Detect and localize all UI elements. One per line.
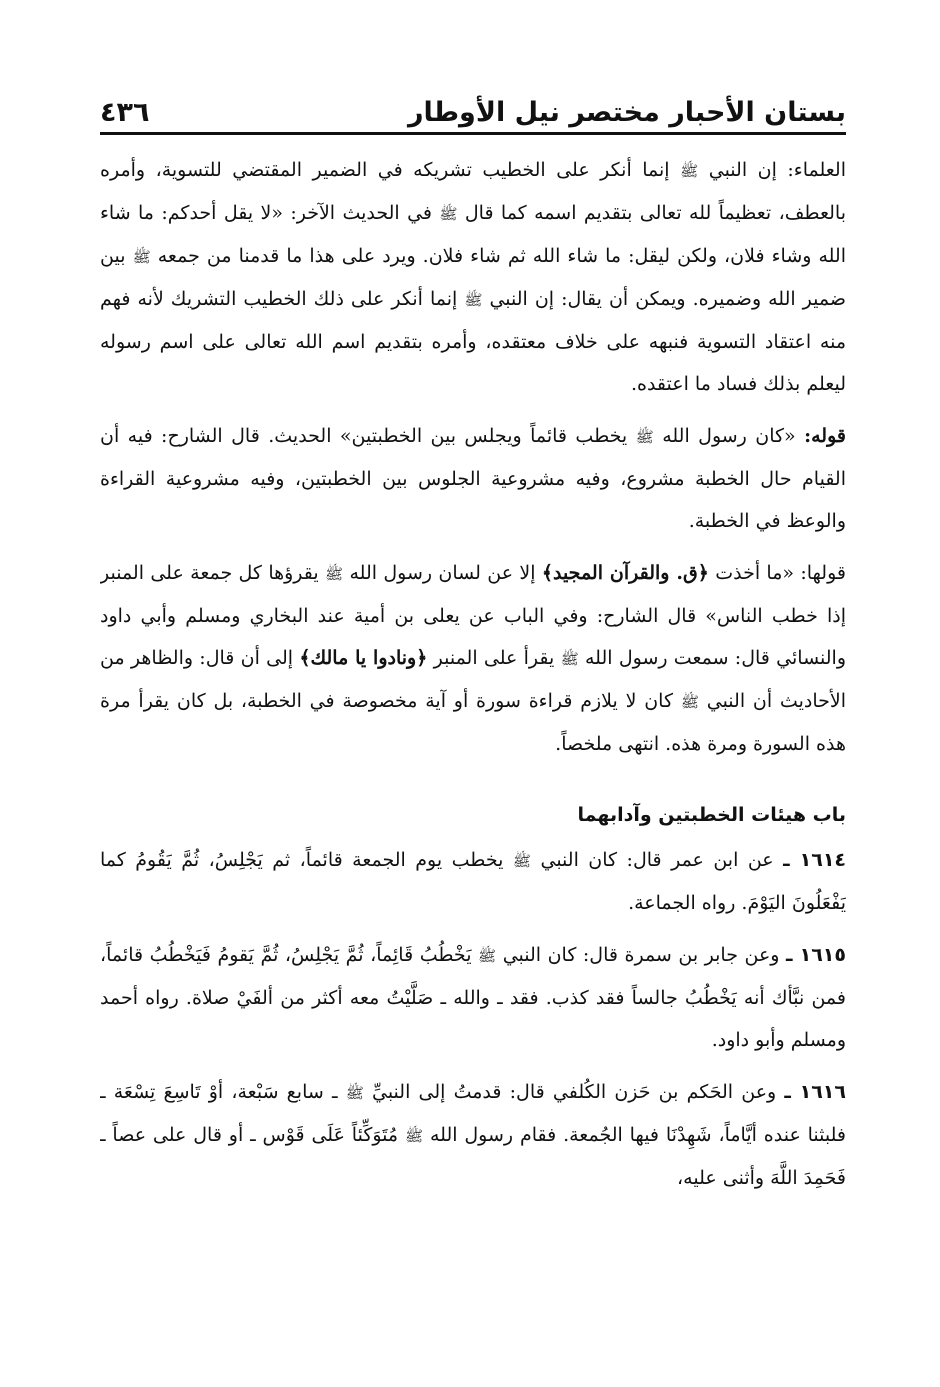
hadith-1614	[100, 839, 846, 924]
text-run: قولها: «ما أخذت	[715, 562, 846, 584]
text-run: «كان رسول الله	[662, 425, 796, 447]
text-run: إلا عن لسان رسول الله	[349, 562, 536, 584]
running-header	[100, 84, 846, 135]
text-run: يَخْطُبُ قَائِماً، ثُمَّ يَجْلِسُ، ثُمَّ يَقومُ فَيَخْطُبُ قائماً، فمن نبَّأك أنه يَخْطُبُ جالساً فقد كذب. فقد ـ والله ـ صَلَّيْتُ معه أكثر من ألفَيْ صلاة. رواه أحمد ومسلم وأبو داود.	[100, 944, 846, 1051]
paragraph-label: قوله:	[804, 425, 846, 447]
honorific-glyph: ﷺ	[478, 947, 497, 965]
honorific-glyph: ﷺ	[635, 428, 654, 446]
text-run: العلماء: إن النبي	[708, 159, 846, 181]
text-run: عن ابن عمر قال: كان النبي	[540, 849, 774, 871]
book-page	[100, 84, 846, 1364]
honorific-glyph: ﷺ	[464, 291, 483, 309]
quran-quote: ﴿ق. والقرآن المجيد﴾	[541, 562, 709, 584]
text-run: يقرأ على المنبر	[433, 647, 555, 669]
text-run: يخطب يوم الجمعة قائماً، ثم يَجْلِسُ، ثُمَّ يَقُومُ كما يَفْعَلُونَ اليَوْمَ. رواه الجماعة.	[100, 849, 846, 914]
paragraph-surah-qaf	[100, 552, 846, 765]
honorific-glyph: ﷺ	[512, 852, 532, 870]
hadith-number: ١٦١٦ ـ	[784, 1081, 846, 1103]
text-run: يخطب قائماً ويجلس بين الخطبتين» الحديث. قال الشارح: فيه أن القيام حال الخطبة مشروع، وفيه مشروعية الجلوس بين الخطبتين، وفيه مشروعية القراءة والوعظ في الخطبة.	[100, 425, 846, 532]
hadith-1616	[100, 1071, 846, 1199]
text-run: بين ضمير الله وضميره. ويمكن أن يقال: إن النبي	[100, 245, 846, 310]
text-run: وعن الحَكم بن حَزن الكُلفي قال: قدمتُ إلى النبيِّ	[371, 1081, 777, 1103]
honorific-glyph: ﷺ	[439, 205, 458, 223]
running-title: بستان الأحبار مختصر نيل الأوطار	[407, 97, 846, 128]
section-heading: باب هيئات الخطبتين وآدابهما	[577, 804, 846, 826]
text-run: يقرؤها كل جمعة على المنبر إذا خطب الناس» قال الشارح: وفي الباب عن يعلى بن أمية عند البخاري ومسلم وأبي داود والنسائي قال: سمعت رسول الله	[100, 562, 846, 669]
quran-quote: ﴿ونادوا يا مالك﴾	[299, 647, 428, 669]
paragraph-khutba-standing	[100, 415, 846, 542]
text-run: كان لا يلازم قراءة سورة أو آية مخصوصة في الخطبة، بل كان يقرأ مرة هذه السورة ومرة هذه. انتهى ملخصاً.	[100, 690, 846, 755]
honorific-glyph: ﷺ	[560, 650, 579, 668]
text-run: مُتَوَكِّئاً عَلَى قَوْس ـ أو قال على عصاً ـ فَحَمِدَ اللَّهَ وأثنى عليه،	[100, 1124, 846, 1189]
honorific-glyph: ﷺ	[680, 693, 699, 711]
page-number: ٤٣٦	[100, 97, 150, 128]
text-run: إنما أنكر على الخطيب تشريكه في الضمير المقتضي للتسوية، وأمره بالعطف، تعظيماً لله تعالى بتقديم اسمه كما قال	[100, 159, 846, 224]
hadith-1615	[100, 934, 846, 1061]
paragraph-scholars-commentary	[100, 149, 846, 405]
honorific-glyph: ﷺ	[680, 162, 699, 180]
text-run: إنما أنكر على ذلك الخطيب التشريك لأنه فهم منه اعتقاد التسوية فنبهه على خلاف معتقده، وأمره بتقديم اسم الله تعالى على اسم رسوله ليعلم بذلك فساد ما اعتقده.	[100, 288, 846, 395]
honorific-glyph: ﷺ	[345, 1084, 364, 1102]
honorific-glyph: ﷺ	[132, 248, 151, 266]
hadith-number: ١٦١٤ ـ	[783, 849, 846, 871]
honorific-glyph: ﷺ	[404, 1127, 424, 1145]
hadith-number: ١٦١٥ ـ	[786, 944, 846, 966]
text-run: ـ سابع سَبْعة، أوْ تَاسِعَ تِسْعَة ـ فلبثنا عنده أيَّاماً، شَهِدْنَا فيها الجُمعة. فقام رسول الله	[100, 1081, 846, 1146]
text-run: في الحديث الآخر: «لا يقل أحدكم: ما شاء الله وشاء فلان، ولكن ليقل: ما شاء الله ثم شاء فلان. ويرد على هذا ما قدمنا من جمعه	[100, 202, 846, 267]
page-body	[100, 149, 846, 1199]
honorific-glyph: ﷺ	[325, 565, 344, 583]
text-run: إلى أن قال: والظاهر من الأحاديث أن النبي	[100, 647, 846, 712]
text-run: وعن جابر بن سمرة قال: كان النبي	[502, 944, 780, 966]
